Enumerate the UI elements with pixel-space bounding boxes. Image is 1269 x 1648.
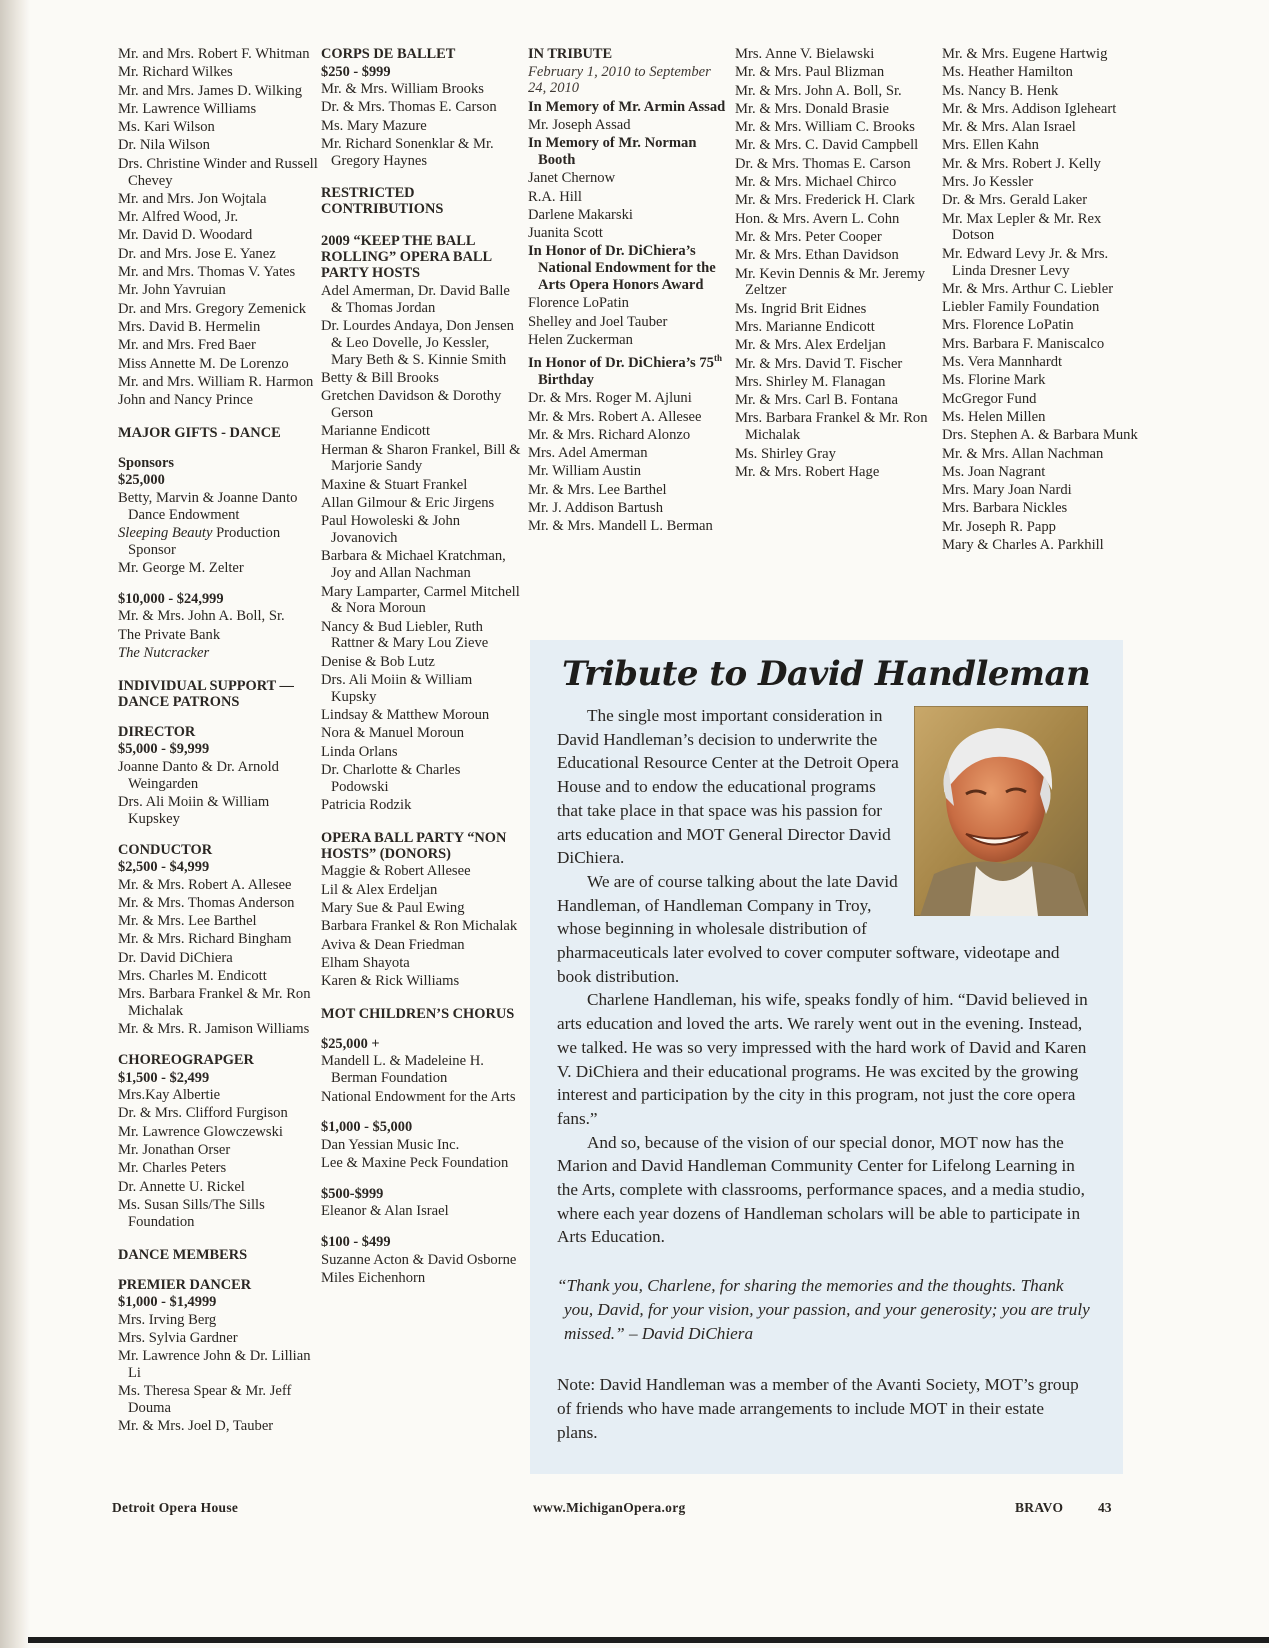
date-range: February 1, 2010 to September 24, 2010 [528, 63, 711, 97]
bottom-rule [28, 1637, 1269, 1643]
donor-entry: The Private Bank [118, 626, 221, 643]
donor-entry: Mary & Charles A. Parkhill [942, 537, 1104, 554]
donor-entry: Ms. Mary Mazure [321, 117, 427, 134]
donor-entry: Mr. & Mrs. Allan Nachman [942, 445, 1104, 462]
donor-entry: Betty, Marvin & Joanne Danto Dance Endowment [118, 489, 298, 523]
amount-range: $250 - $999 [321, 63, 391, 80]
donor-column-4 [735, 46, 935, 482]
section-heading: MAJOR GIFTS - DANCE [118, 424, 281, 441]
donor-entry: John and Nancy Prince [118, 392, 253, 409]
donor-entry: Miles Eichenhorn [321, 1270, 426, 1287]
donor-entry: Dr. David DiChiera [118, 949, 233, 966]
donor-entry: Mr. & Mrs. Lee Barthel [528, 481, 667, 498]
donor-entry: Mrs. Shirley M. Flanagan [735, 373, 886, 390]
donor-entry: Eleanor & Alan Israel [321, 1203, 449, 1220]
tribute-title: Tribute to David Handleman [562, 654, 1091, 694]
donor-entry: Dan Yessian Music Inc. [321, 1136, 460, 1153]
tribute-quote: “Thank you, Charlene, for sharing the memories and the thoughts. Thank you, David, for your vision, your passion, and your generosity; you are truly missed.” – David DiChiera [557, 1276, 1090, 1343]
donor-entry: Mr. & Mrs. William Brooks [321, 81, 484, 97]
donor-entry: Dr. and Mrs. Gregory Zemenick [118, 300, 307, 317]
donor-entry: Ms. Helen Millen [942, 408, 1046, 425]
donor-entry: Mr. & Mrs. Lee Barthel [118, 913, 257, 930]
giving-level: Sponsors [118, 454, 174, 471]
donor-entry: Ms. Theresa Spear & Mr. Jeff Douma [118, 1383, 292, 1417]
donor-entry: Janet Chernow [528, 170, 616, 187]
donor-entry: Mrs. Sylvia Gardner [118, 1329, 238, 1346]
donor-entry: Gretchen Davidson & Dorothy Gerson [321, 388, 502, 422]
donor-entry: National Endowment for the Arts [321, 1088, 516, 1105]
giving-level: CONDUCTOR [118, 841, 213, 858]
donor-column-1 [118, 46, 318, 1437]
donor-entry: Drs. Ali Moiin & William Kupsky [321, 672, 473, 705]
section-heading: 2009 “KEEP THE BALL ROLLING” OPERA BALL PARTY HOSTS [321, 233, 492, 282]
donor-entry: Mr. and Mrs. Fred Baer [118, 337, 256, 354]
donor-entry: Mr. & Mrs. John A. Boll, Sr. [735, 82, 902, 99]
donor-entry: Ms. Joan Nagrant [942, 463, 1046, 480]
donor-entry: Mr. Joseph Assad [528, 116, 631, 133]
donor-entry: Barbara & Michael Kratchman, Joy and Allan Nachman [321, 548, 506, 582]
donor-entry: Dr. & Mrs. Thomas E. Carson [321, 99, 497, 116]
donor-entry: Denise & Bob Lutz [321, 653, 435, 670]
donor-entry: Ms. Vera Mannhardt [942, 354, 1063, 371]
donor-entry: Mr. & Mrs. Arthur C. Liebler [942, 280, 1114, 297]
donor-entry: Mr. and Mrs. Jon Wojtala [118, 190, 267, 207]
giving-level: $10,000 - $24,999 [118, 590, 224, 607]
tribute-note: Note: David Handleman was a member of the Avanti Society, MOT’s group of friends who have made arrangements to include MOT in their estate plans. [557, 1375, 1079, 1442]
donor-entry: Mr. & Mrs. Ethan Davidson [735, 247, 899, 264]
heading-text: In Honor of Dr. DiChiera’s 75 [528, 355, 714, 372]
donor-entry: Mr. & Mrs. Carl B. Fontana [735, 392, 898, 409]
donor-entry: Dr. Lourdes Andaya, Don Jensen & Leo Dovelle, Jo Kessler, Mary Beth & S. Kinnie Smith [321, 318, 514, 368]
giving-level: $1,000 - $5,000 [321, 1119, 413, 1136]
donor-entry: Mrs. Barbara Frankel & Mr. Ron Michalak [118, 986, 311, 1020]
donor-entry: Mr. & Mrs. William C. Brooks [735, 119, 915, 136]
donor-entry: McGregor Fund [942, 390, 1037, 407]
tribute-paragraph: We are of course talking about the late David Handleman, of Handleman Company in Troy, whose beginning in wholesale distribution of pharmaceuticals later evolved to cover computer software, videotape and book distribution. [557, 871, 1060, 986]
donor-entry [118, 525, 318, 559]
donor-entry: Mr. and Mrs. William R. Harmon [118, 373, 314, 390]
donor-entry: Linda Orlans [321, 743, 398, 760]
donor-entry: Lee & Maxine Peck Foundation [321, 1155, 509, 1172]
ordinal-suffix: th [713, 353, 722, 364]
donor-entry: Mr. and Mrs. Thomas V. Yates [118, 264, 296, 281]
donor-entry: Mr. and Mrs. Robert F. Whitman [118, 46, 310, 62]
tribute-body [557, 704, 1097, 1249]
donor-entry: Mr. David D. Woodard [118, 227, 253, 244]
amount-range: $2,500 - $4,999 [118, 859, 210, 875]
footer-publication: Detroit Opera House [112, 1500, 239, 1515]
donor-entry: Dr. Nila Wilson [118, 137, 210, 154]
donor-entry: Mrs. Anne V. Bielawski [735, 46, 875, 62]
section-heading: IN TRIBUTE [528, 46, 613, 62]
donor-entry: Karen & Rick Williams [321, 973, 460, 990]
donor-entry: Mr. Jonathan Orser [118, 1142, 231, 1159]
donor-entry: Mr. & Mrs. Eugene Hartwig [942, 46, 1108, 62]
donor-entry: Mrs. Florence LoPatin [942, 317, 1074, 334]
donor-column-2 [321, 46, 521, 1288]
donor-entry: Mrs. Mary Joan Nardi [942, 482, 1072, 499]
donor-entry: Mandell L. & Madeleine H. Berman Foundation [321, 1053, 484, 1087]
donor-entry: Adel Amerman, Dr. David Balle & Thomas Jordan [321, 282, 510, 316]
giving-level: $500-$999 [321, 1185, 384, 1202]
donor-entry: Mr. & Mrs. Robert J. Kelly [942, 155, 1101, 172]
donor-entry: Dr. & Mrs. Clifford Furgison [118, 1105, 288, 1122]
page-number: 43 [1098, 1500, 1112, 1515]
donor-entry: Drs. Ali Moiin & William Kupskey [118, 793, 270, 827]
section-heading: RESTRICTED CONTRIBUTIONS [321, 185, 444, 218]
amount-range: $1,000 - $1,4999 [118, 1294, 217, 1311]
section-heading: OPERA BALL PARTY “NON HOSTS” (DONORS) [321, 829, 507, 862]
section-heading: CORPS DE BALLET [321, 46, 456, 62]
donor-entry: Mrs. Marianne Endicott [735, 318, 875, 335]
donor-entry: Hon. & Mrs. Avern L. Cohn [735, 210, 900, 227]
donor-entry: Mrs. Barbara Frankel & Mr. Ron Michalak [735, 410, 928, 444]
donor-entry: Mr. & Mrs. Richard Alonzo [528, 426, 691, 443]
donor-entry: Ms. Kari Wilson [118, 119, 215, 136]
donor-entry: Mr. & Mrs. John A. Boll, Sr. [118, 608, 285, 625]
donor-entry: Mr. George M. Zelter [118, 560, 244, 577]
donor-entry: Mr. Joseph R. Papp [942, 518, 1056, 535]
donor-column-5 [942, 46, 1142, 555]
giving-level: CHOREOGRAPGER [118, 1052, 254, 1069]
donor-entry: Maxine & Stuart Frankel [321, 476, 468, 493]
donor-entry: Mr. Richard Sonenklar & Mr. Gregory Haynes [321, 135, 494, 169]
tribute-heading [528, 350, 728, 388]
donor-entry: Mr. & Mrs. Robert A. Allesee [118, 876, 292, 893]
production-title: Sleeping Beauty [118, 525, 213, 542]
donor-entry: Mary Sue & Paul Ewing [321, 899, 465, 916]
donor-entry: Mr. Max Lepler & Mr. Rex Dotson [942, 210, 1102, 244]
donor-entry: Joanne Danto & Dr. Arnold Weingarden [118, 758, 279, 792]
entry-text: Production Sponsor [128, 525, 281, 558]
donor-entry: Mr. Edward Levy Jr. & Mrs. Linda Dresner Levy [942, 245, 1109, 279]
donor-entry: Mr. & Mrs. Joel D, Tauber [118, 1418, 274, 1435]
donor-entry: Mrs. Adel Amerman [528, 445, 648, 462]
donor-entry: Ms. Heather Hamilton [942, 64, 1073, 81]
portrait-spacer [903, 704, 1097, 930]
donor-entry: Dr. Charlotte & Charles Podowski [321, 762, 461, 795]
donor-entry: Nora & Manuel Moroun [321, 725, 465, 742]
donor-entry: Lil & Alex Erdeljan [321, 881, 438, 898]
section-heading: INDIVIDUAL SUPPORT — DANCE PATRONS [118, 677, 294, 710]
donor-entry: Mr. and Mrs. James D. Wilking [118, 82, 302, 99]
section-heading: DANCE MEMBERS [118, 1246, 248, 1263]
donor-entry: Lindsay & Matthew Moroun [321, 707, 490, 724]
donor-entry: Miss Annette M. De Lorenzo [118, 355, 289, 372]
donor-entry: Drs. Christine Winder and Russell Chevey [118, 155, 318, 189]
giving-level: DIRECTOR [118, 723, 196, 740]
donor-entry: Mr. J. Addison Bartush [528, 499, 664, 516]
donor-entry: Mary Lamparter, Carmel Mitchell & Nora Moroun [321, 583, 520, 617]
donor-entry: Mr. Lawrence John & Dr. Lillian Li [118, 1348, 311, 1381]
amount-range: $1,500 - $2,499 [118, 1069, 210, 1086]
donor-entry: Allan Gilmour & Eric Jirgens [321, 495, 495, 512]
donor-entry: Nancy & Bud Liebler, Ruth Rattner & Mary Lou Zieve [321, 618, 489, 652]
tribute-paragraph: And so, because of the vision of our special donor, MOT now has the Marion and David Handleman Community Center for Lifelong Learning in the Arts, complete with classrooms, performance spaces, and a media studio, where each year dozens of Handleman scholars will be able to participate in Arts Education. [557, 1132, 1085, 1247]
donor-entry: Mrs. Jo Kessler [942, 174, 1034, 191]
donor-entry: Mr. & Mrs. Addison Igleheart [942, 100, 1117, 117]
donor-entry: Mr. & Mrs. Alan Israel [942, 119, 1076, 136]
donor-entry: R.A. Hill [528, 188, 582, 205]
donor-entry: Mr. & Mrs. Robert A. Allesee [528, 408, 702, 425]
tribute-paragraph: Charlene Handleman, his wife, speaks fondly of him. “David believed in arts education and loved the arts. We rarely went out in the evening. Instead, we talked. He was so very impressed with the hard work of David and Karen V. DiChiera and their educational programs. He was excited by the growing interest and participation by the city in this program, not just the core opera fans.” [557, 990, 1088, 1128]
donor-entry: Suzanne Acton & David Osborne [321, 1251, 517, 1268]
donor-entry: Mr. & Mrs. R. Jamison Williams [118, 1021, 310, 1038]
donor-entry: Ms. Florine Mark [942, 372, 1046, 389]
donor-entry: Mr. William Austin [528, 463, 642, 480]
donor-entry: Mrs.Kay Albertie [118, 1087, 221, 1104]
donor-entry: Paul Howoleski & John Jovanovich [321, 513, 461, 547]
donor-entry: Herman & Sharon Frankel, Bill & Marjorie Sandy [321, 441, 521, 475]
giving-level: $100 - $499 [321, 1234, 391, 1251]
donor-entry: Mr. & Mrs. Alex Erdeljan [735, 337, 886, 354]
donor-entry: Mr. & Mrs. Michael Chirco [735, 174, 897, 191]
section-heading: MOT CHILDREN’S CHORUS [321, 1005, 515, 1022]
donor-entry: Mr. & Mrs. Mandell L. Berman [528, 518, 713, 535]
footer-magazine: BRAVO [1015, 1500, 1064, 1515]
donor-entry: Mr. Lawrence Williams [118, 100, 257, 117]
donor-entry: Mr. Kevin Dennis & Mr. Jeremy Zeltzer [735, 265, 926, 299]
donor-entry: Ms. Susan Sills/The Sills Foundation [118, 1196, 265, 1230]
donor-entry: Dr. & Mrs. Roger M. Ajluni [528, 390, 692, 407]
donor-entry: Ms. Ingrid Brit Eidnes [735, 300, 867, 317]
donor-entry: Mr. Charles Peters [118, 1160, 227, 1177]
donor-entry: Dr. and Mrs. Jose E. Yanez [118, 245, 276, 262]
donor-entry: Maggie & Robert Allesee [321, 863, 471, 880]
donor-entry: Mrs. David B. Hermelin [118, 318, 261, 335]
giving-level: PREMIER DANCER [118, 1276, 252, 1293]
donor-entry: Mr. & Mrs. Richard Bingham [118, 931, 292, 948]
donor-column-3 [528, 46, 728, 537]
tribute-heading: In Honor of Dr. DiChiera’s National Endowment for the Arts Opera Honors Award [528, 243, 716, 294]
donor-entry: Mr. & Mrs. Robert Hage [735, 463, 880, 480]
donor-entry: Marianne Endicott [321, 423, 431, 440]
donor-entry: Juanita Scott [528, 225, 603, 242]
donor-entry: Patricia Rodzik [321, 797, 412, 814]
donor-entry: Mr. & Mrs. Frederick H. Clark [735, 192, 915, 209]
heading-text: Birthday [538, 371, 594, 388]
donor-entry: Shelley and Joel Tauber [528, 313, 668, 330]
amount-range: $5,000 - $9,999 [118, 741, 210, 758]
donor-entry: Liebler Family Foundation [942, 299, 1100, 316]
donor-entry: Betty & Bill Brooks [321, 369, 439, 386]
tribute-paragraph: The single most important consideration in David Handleman’s decision to underwrite the Educational Resource Center at the Detroit Opera House and to endow the educational programs that take place in that space was his passion for arts education and MOT General Director David DiChiera. [557, 706, 899, 868]
donor-entry: Helen Zuckerman [528, 331, 633, 348]
donor-entry: Florence LoPatin [528, 295, 629, 312]
donor-entry: Darlene Makarski [528, 206, 633, 223]
donor-entry: Mr. Alfred Wood, Jr. [118, 209, 239, 226]
donor-entry: Mrs. Ellen Kahn [942, 137, 1039, 154]
amount-range: $25,000 [118, 472, 165, 489]
donor-entry: Drs. Stephen A. & Barbara Munk [942, 427, 1138, 444]
donor-entry: Mr. & Mrs. David T. Fischer [735, 355, 903, 372]
giving-level: $25,000 + [321, 1035, 380, 1052]
donor-entry: Mrs. Charles M. Endicott [118, 967, 267, 984]
donor-entry: Mrs. Irving Berg [118, 1311, 217, 1328]
donor-entry: Ms. Shirley Gray [735, 445, 836, 462]
donor-entry: Mrs. Barbara F. Maniscalco [942, 335, 1105, 352]
donor-entry: Mrs. Barbara Nickles [942, 500, 1068, 517]
donor-entry: Aviva & Dean Friedman [321, 936, 465, 953]
donor-entry: Mr. Lawrence Glowczewski [118, 1123, 283, 1140]
page-binding-shadow [0, 0, 30, 1648]
donor-entry: Mr. & Mrs. Thomas Anderson [118, 894, 295, 911]
donor-entry: Elham Shayota [321, 954, 410, 971]
donor-entry: Mr. Richard Wilkes [118, 64, 233, 81]
footer-website: www.MichiganOpera.org [533, 1500, 686, 1515]
donor-entry: Mr. & Mrs. Peter Cooper [735, 228, 882, 245]
donor-entry: Ms. Nancy B. Henk [942, 82, 1059, 99]
donor-entry: Mr. John Yavruian [118, 282, 226, 299]
donor-entry: Dr. & Mrs. Thomas E. Carson [735, 155, 911, 172]
donor-entry: Mr. & Mrs. Paul Blizman [735, 64, 885, 81]
tribute-heading: In Memory of Mr. Norman Booth [528, 135, 697, 168]
tribute-heading: In Memory of Mr. Armin Assad [528, 98, 726, 115]
donor-entry: Mr. & Mrs. C. David Campbell [735, 137, 919, 154]
donor-entry: Barbara Frankel & Ron Michalak [321, 918, 518, 935]
donor-entry: Dr. Annette U. Rickel [118, 1178, 245, 1195]
donor-entry: Mr. & Mrs. Donald Brasie [735, 100, 890, 117]
production-title: The Nutcracker [118, 645, 210, 662]
donor-entry: Dr. & Mrs. Gerald Laker [942, 192, 1088, 209]
